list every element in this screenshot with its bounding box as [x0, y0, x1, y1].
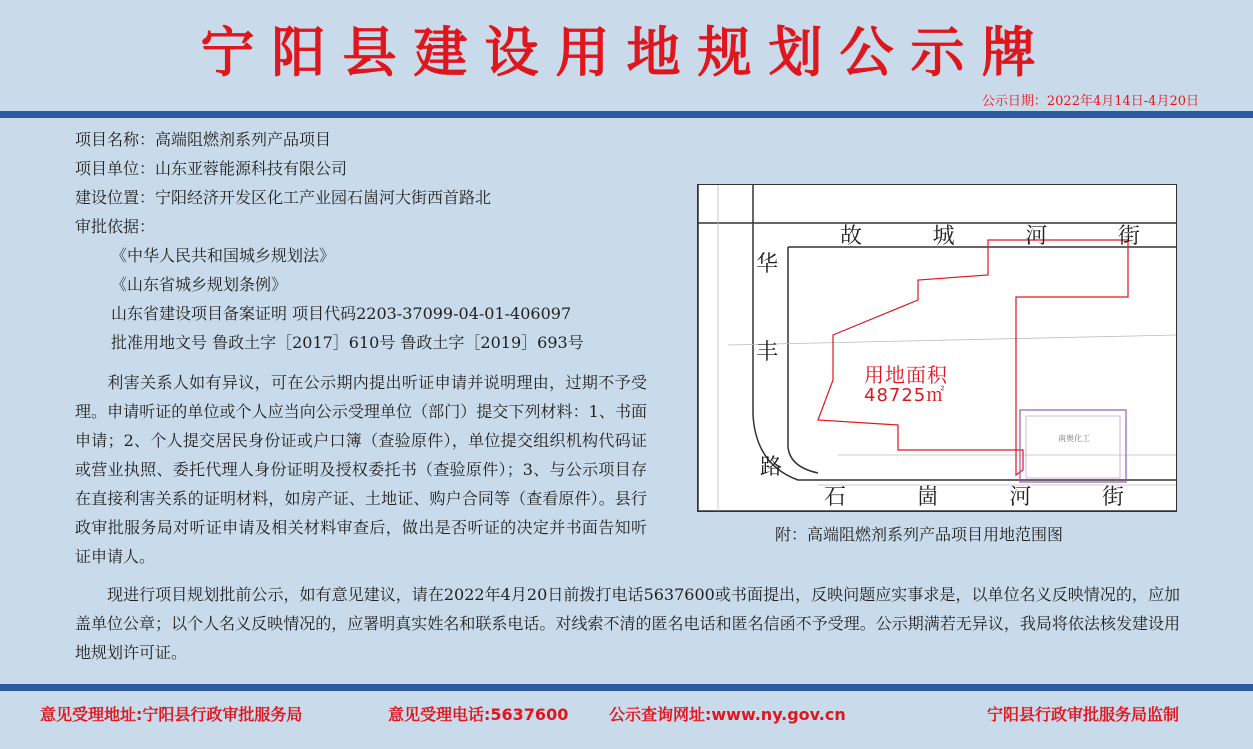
- footer-supervisor: 宁阳县行政审批服务局监制: [987, 705, 1180, 724]
- objection-paragraph: [75, 368, 647, 571]
- map-caption: 附：高端阻燃剂系列产品项目用地范围图: [775, 525, 1064, 544]
- publication-date: 公示日期：2022年4月14日-4月20日: [981, 94, 1199, 109]
- street-left-label-1: 华: [756, 252, 779, 277]
- area-value: 48725㎡: [864, 385, 946, 406]
- notice-paragraph: [75, 580, 1180, 667]
- project-unit: 项目单位：山东亚蓉能源科技有限公司: [75, 159, 348, 178]
- street-char: 河: [1025, 224, 1048, 249]
- basis-item: 《山东省城乡规划条例》: [111, 275, 288, 294]
- footer-website[interactable]: 公示查询网址:www.ny.gov.cn: [609, 705, 846, 724]
- street-bottom-label: [824, 480, 1124, 511]
- street-char: 故: [840, 224, 863, 249]
- street-char: 崮: [916, 485, 939, 510]
- footer-phone: 意见受理电话:5637600: [388, 705, 569, 724]
- street-char: 河: [1009, 485, 1032, 510]
- street-char: 石: [824, 485, 847, 510]
- notice-text: 现进行项目规划批前公示，如有意见建议，请在2022年4月20日前拨打电话5637600或书面提出，反映问题应实事求是，以单位名义反映情况的，应加盖单位公章；以个人名义反映情况的，应署明真实姓名和联系电话。对线索不清的匿名电话和匿名信函不予受理。公示期满若无异议，我局将依法核发建设用地规划许可证。: [75, 585, 1180, 662]
- project-name: 项目名称：高端阻燃剂系列产品项目: [75, 130, 332, 149]
- street-char: 街: [1101, 485, 1124, 510]
- building-label: 南奥化工: [1058, 434, 1090, 443]
- street-char: 城: [932, 224, 955, 249]
- street-top-label: [840, 219, 1140, 250]
- bottom-divider: [0, 684, 1253, 691]
- site-map: [697, 184, 1177, 512]
- street-left-label-3: 路: [760, 455, 783, 480]
- project-location: 建设位置：宁阳经济开发区化工产业园石崮河大街西首路北: [75, 188, 492, 207]
- page-title: 宁阳县建设用地规划公示牌: [200, 21, 1053, 84]
- basis-item: 批准用地文号 鲁政土字［2017］610号 鲁政土字［2019］693号: [111, 333, 584, 352]
- street-left-label-2: 丰: [756, 340, 779, 365]
- approval-basis-label: 审批依据：: [75, 217, 156, 236]
- basis-item: 《中华人民共和国城乡规划法》: [111, 246, 336, 265]
- area-label: 用地面积: [864, 363, 948, 387]
- footer-address: 意见受理地址:宁阳县行政审批服务局: [40, 705, 303, 724]
- top-divider: [0, 111, 1253, 118]
- street-char: 街: [1117, 224, 1140, 249]
- objection-text: 利害关系人如有异议，可在公示期内提出听证申请并说明理由，过期不予受理。申请听证的单位或个人应当向公示受理单位（部门）提交下列材料：1、书面申请；2、个人提交居民身份证或户口簿（查验原件），单位提交组织机构代码证或营业执照、委托代理人身份证明及授权委托书（查验原件）；3、与公示项目存在直接利害关系的证明材料，如房产证、土地证、购户合同等（查看原件）。县行政审批服务局对听证申请及相关材料审查后，做出是否听证的决定并书面告知听证申请人。: [75, 373, 647, 566]
- basis-item: 山东省建设项目备案证明 项目代码2203-37099-04-01-406097: [111, 304, 572, 323]
